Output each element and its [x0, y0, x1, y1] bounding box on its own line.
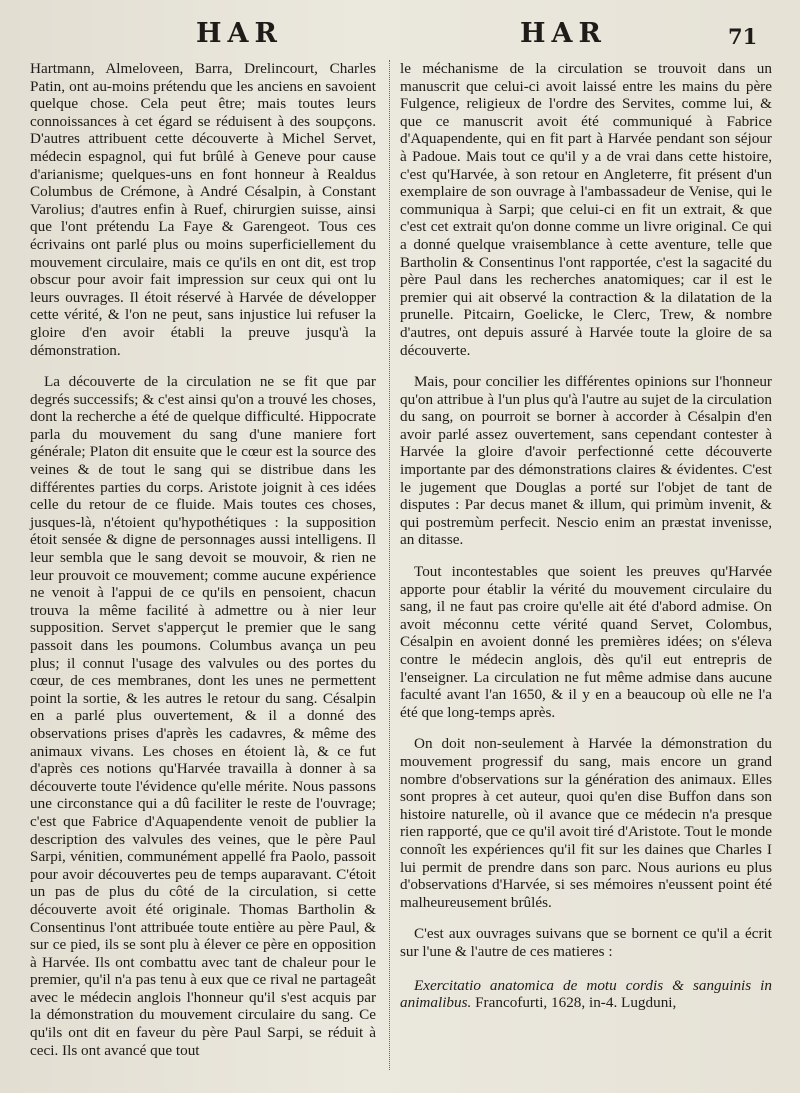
- paragraph: On doit non-seulement à Harvée la démonstration du mouvement progressif du sang, mais encore un grand nombre d'observations sur la génération des animaux. Elles sont propres à cet auteur, quoi qu'en dise Buffon dans son histoire naturelle, où il avance que ce médecin n'a presque rien rapporté, que ce qu'il avoit tiré d'Aristote. Tout le monde connoît les expériences qu'il fit sur les daines que Charles I lui permit de prendre dans son parc. Nous aurions eu plus d'observations d'Harvée, si ses mémoires n'eussent point été malheureusement brûlés.: [400, 735, 772, 911]
- running-header: [0, 18, 800, 52]
- paragraph: le méchanisme de la circulation se trouvoit dans un manuscrit que celui-ci avoit laissé entre les mains du père Fulgence, religieux de l'ordre des Servites, comme lui, & que ce manuscrit avoit été communiqué à Fabrice d'Aquapendente, qui en fit part à Harvée pendant son séjour à Padoue. Mais tout ce qu'il y a de vrai dans cette histoire, c'est qu'Harvée, à son retour en Angleterre, fit présent d'un exemplaire de son ouvrage à l'ambassadeur de Venise, qui le communiqua à Sarpi; que celui-ci en fit un extrait, & que c'est cet extrait qu'on donne comme un livre original. Ce qui a donné quelque vraisemblance à cette aventure, telle que Bartholin & Consentinus l'ont rapportée, c'est la sagacité du père Paul dans les recherches anatomiques; car il est le premier qui ait observé la contraction & la dilatation de la prunelle. Pitcairn, Goelicke, le Clerc, Trew, & nombre d'autres, ont depuis assuré à Harvée toute la gloire de sa découverte.: [400, 60, 772, 359]
- bibliography-entry: [400, 977, 772, 1012]
- left-column: [30, 60, 376, 1059]
- paragraph: La découverte de la circulation ne se fit que par degrés successifs; & c'est ainsi qu'on a trouvé les choses, dont la recherche a été de quelque difficulté. Hippocrate parla du mouvement du sang d'une maniere fort générale; Platon dit ensuite que le cœur est la source des veines & de tout le sang qui se distribue dans les différentes parties du corps. Aristote joignit à ces idées celle du retour de ce fluide. Mais toutes ces choses, jusques-là, n'étoient qu'hypothétiques : la supposition étoit sensée & digne de personnages aussi intelligens. Il leur sembla que le sang devoit se mouvoir, & rien ne leur prouvoit ce mouvement; comme aucune expérience ne venoit à l'appui de ce qu'ils en pensoient, chacun trouva la même facilité à admettre ou à nier leur supposition. Servet s'apperçut le premier que le sang passoit dans les poumons. Columbus avança un peu plus; il connut l'usage des valvules ou des portes du cœur, de ces membranes, dont les unes ne permettent point la sortie, & les autres le retour du sang. Césalpin en a parlé plus ouvertement, & il a donné des observations prises d'après les cadavres, & même des animaux vivans. Les choses en étoient là, & ce fut d'après ces notions qu'Harvée travailla à donner à sa découverte toute l'évidence qu'elle mérite. Nous passons une circonstance qui a dû faciliter le reste de l'ouvrage; c'est que Fabrice d'Aquapendente venoit de publier la description des valvules des veines, que le père Paul Sarpi, vénitien, communément appellé fra Paolo, passoit pour avoir découvertes peu de temps auparavant. C'étoit un pas de plus du côté de la circulation, si cette découverte avoit été originale. Thomas Bartholin & Consentinus l'ont attribuée toute entière au père Paul, & sur ce pied, ils se sont plu à élever ce père en opposition à Harvée. Ils ont combattu avec tant de chaleur pour le premier, qu'il n'a pas tenu à eux que ce rival ne partageât avec le médecin anglois l'honneur qu'il s'est acquis par la démonstration du mouvement circulaire du sang. Ce qu'ils ont dit en faveur du père Paul Sarpi, se réduit à ceci. Ils ont avancé que tout: [30, 373, 376, 1059]
- reference-imprint: Francofurti, 1628, in-4. Lugduni,: [475, 994, 677, 1012]
- right-column: [400, 60, 772, 1012]
- page-number: 71: [728, 24, 758, 49]
- column-divider: [389, 60, 390, 1070]
- paragraph: Tout incontestables que soient les preuves qu'Harvée apporte pour établir la vérité du mouvement circulaire du sang, il ne faut pas croire qu'elle ait été d'abord admise. On avoit méconnu cette vérité quand Servet, Colombus, Césalpin en avoient donné les premières idées; on s'éleva contre le médecin anglois, dès qu'il eut entrepris de l'enseigner. La circulation ne fut même admise dans aucune faculté avant l'an 1650, & il y en a beaucoup où elle ne l'a été que long-temps après.: [400, 563, 772, 721]
- left-running-title: HAR: [196, 18, 283, 49]
- reference-title: Exercitatio anatomica de motu cordis & sanguinis in animalibus.: [400, 976, 772, 1012]
- right-running-title: HAR: [520, 18, 607, 49]
- paragraph: C'est aux ouvrages suivans que se bornent ce qu'il a écrit sur l'une & l'autre de ces matieres :: [400, 925, 772, 960]
- paragraph: Hartmann, Almeloveen, Barra, Drelincourt, Charles Patin, ont au-moins prétendu que les anciens en savoient quelque chose. Cela peut être; mais toutes leurs connoissances à cet égard se réduisent à des soupçons. D'autres attribuent cette découverte à Michel Servet, médecin espagnol, qui fut brûlé à Geneve pour cause d'arianisme; quelques-uns en font honneur à Realdus Columbus de Crémone, à André Césalpin, à Constant Varolius; d'autres enfin à Ruef, chirurgien suisse, ainsi que l'ont prétendu La Faye & Garengeot. Tous ces écrivains ont parlé plus ou moins superficiellement du mouvement circulaire, mais ce qu'ils en ont dit, est trop obscur pour avoir fait impression sur ceux qui ont lu leurs ouvrages. Il étoit réservé à Harvée de développer cette vérité, & l'on ne peut, sans injustice lui refuser la gloire d'en avoir établi la preuve jusqu'à la démonstration.: [30, 60, 376, 359]
- paragraph: Mais, pour concilier les différentes opinions sur l'honneur qu'on attribue à l'un plus qu'à l'autre au sujet de la circulation du sang, on pourroit se borner à accorder à Césalpin d'en avoir parlé assez ouvertement, sans cependant contester à Harvée la gloire d'avoir perfectionné cette découverte importante par des démonstrations claires & évidentes. C'est le jugement que Douglas a porté sur l'objet de tant de disputes : Par decus manet & illum, qui primùm invenit, & qui postremùm perfecit. Nescio enim an præstat invenisse, an ditasse.: [400, 373, 772, 549]
